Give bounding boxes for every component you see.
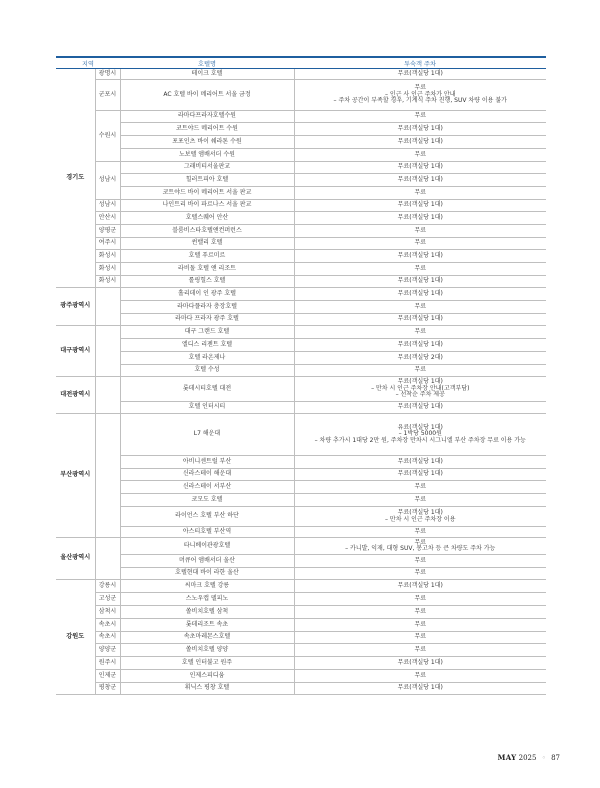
footer-page-number: 87 [551,754,560,762]
region-cell: 강원도 [56,580,95,695]
city-cell: 삼척시 [95,606,120,619]
hotel-name-cell: 호텔현대 바이 라한 울산 [120,568,294,580]
city-cell [95,414,120,538]
parking-info-cell [294,670,546,683]
parking-info-cell [294,69,546,80]
parking-info-line: 무료(객실당 1대) [397,175,443,183]
parking-info-cell [294,187,546,200]
parking-info-line: 무료 [414,645,427,653]
hotel-name-cell: 엘디스 리젠트 호텔 [120,339,294,352]
table-row [56,568,546,580]
parking-info-line: 무료(객실당 1대) [397,509,443,517]
parking-info-cell [294,238,546,250]
hotel-name-cell: 타니베이관광호텔 [120,538,294,555]
hotel-name-cell: 호텔스퀘어 안산 [120,212,294,225]
hotel-name-cell: 쏠비치호텔 양양 [120,644,294,657]
region-cell: 광주광역시 [56,288,95,326]
hotel-name-cell: 인제스피디움 [120,670,294,683]
parking-info-line: 무료(객실당 1대) [397,277,443,285]
region-cell: 대구광역시 [56,326,95,377]
city-cell: 고성군 [95,593,120,606]
table-row [56,644,546,657]
parking-info-line: 무료(객실당 1대) [397,201,443,209]
parking-info-cell [294,657,546,670]
table-row [56,314,546,326]
hotel-name-cell: 신라스테이 서부산 [120,481,294,494]
city-cell: 군포시 [95,80,120,111]
parking-info-line: 무료 [414,112,427,120]
parking-info-line: 무료 [414,633,427,641]
table-row [56,456,546,469]
parking-info-line: 무료(객실당 1대) [397,378,443,386]
parking-info-line: 무료 [414,302,427,310]
parking-info-line: 무료(객실당 1대) [397,251,443,259]
city-cell: 성남시 [95,162,120,200]
parking-info-cell [294,111,546,123]
parking-info-line: 무료(객실당 1대) [397,315,443,323]
table-row [56,632,546,644]
table-row [56,69,546,80]
table-row [56,111,546,123]
region-cell: 경기도 [56,69,95,288]
table-row [56,149,546,162]
parking-info-line: 무료(객실당 1대) [397,137,443,145]
parking-info-cell [294,402,546,414]
city-cell: 수원시 [95,111,120,162]
city-cell: 여주시 [95,238,120,250]
table-row [56,377,546,402]
city-cell: 강릉시 [95,580,120,593]
table-row [56,507,546,527]
parking-info-line: 무료(객실당 1대) [397,684,443,692]
parking-info-line: 무료 [414,556,427,564]
hotel-name-cell: 롤링힐스 호텔 [120,276,294,288]
parking-info-line: 무료 [414,495,427,503]
hotel-name-cell: 신라스테이 해운대 [120,469,294,481]
parking-info-line: 무료(객실당 2대) [397,353,443,361]
parking-info-line: 무료 [414,620,427,628]
parking-info-line: 무료(객실당 1대) [397,213,443,221]
parking-info-cell [294,555,546,568]
hotel-name-cell: 휘닉스 평창 호텔 [120,683,294,695]
header-region: 지역 [56,57,120,69]
parking-info-cell [294,352,546,365]
parking-info-cell [294,593,546,606]
table-row [56,619,546,632]
parking-info-line: 무료(객실당 1대) [397,163,443,171]
parking-info-line: 무료 [414,226,427,234]
parking-info-cell [294,632,546,644]
city-cell: 광명시 [95,69,120,80]
region-cell: 부산광역시 [56,414,95,538]
city-cell: 인제군 [95,670,120,683]
parking-info-cell [294,606,546,619]
hotel-name-cell: 라마다프라자호텔수원 [120,111,294,123]
table-row [56,494,546,507]
parking-info-line: 무료(객실당 1대) [397,658,443,666]
table-row [56,136,546,149]
header-hotel: 호텔명 [120,57,294,69]
city-cell: 화성시 [95,250,120,263]
parking-info-cell [294,538,546,555]
parking-info-line: 무료(객실당 1대) [397,69,443,77]
parking-info-cell [294,377,546,402]
hotel-name-cell: 호텔 인터불고 원주 [120,657,294,670]
hotel-name-cell: 호텔 라온제나 [120,352,294,365]
city-cell [95,288,120,326]
city-cell [95,538,120,580]
parking-info-cell [294,225,546,238]
table-row [56,200,546,212]
hotel-name-cell: 나인트리 바이 파르나스 서울 판교 [120,200,294,212]
table-row [56,365,546,377]
table-row [56,288,546,301]
hotel-name-cell: 씨마크 호텔 강릉 [120,580,294,593]
city-cell: 평창군 [95,683,120,695]
parking-info-line: 무료 [414,671,427,679]
table-row [56,555,546,568]
hotel-name-cell: 아스티호텔 부산역 [120,527,294,538]
footer-year: 2025 [518,754,537,762]
table-row [56,162,546,174]
table-row [56,123,546,136]
parking-info-cell [294,568,546,580]
table-row [56,657,546,670]
parking-info-line: 무료 [414,239,427,247]
parking-info-line: 무료 [414,327,427,335]
table-row [56,212,546,225]
parking-info-cell [294,326,546,339]
table-row [56,326,546,339]
parking-info-line: 무료 [414,264,427,272]
hotel-name-cell: 코트야드 메리어트 수원 [120,123,294,136]
footer-separator: ◦ [541,754,546,762]
table-row [56,580,546,593]
city-cell: 양평군 [95,225,120,238]
parking-info-cell [294,469,546,481]
parking-info-cell [294,456,546,469]
table-row [56,174,546,187]
city-cell: 속초시 [95,619,120,632]
table-row [56,538,546,555]
parking-info-cell [294,149,546,162]
parking-info-cell [294,276,546,288]
hotel-name-cell: 코트야드 바이 메리어트 서울 판교 [120,187,294,200]
parking-info-line: – 만차 시 인근 주차장 안내(고객부담) [371,384,470,392]
parking-info-line: – 만차 시 인근 주차장 이용 [385,515,456,523]
hotel-parking-table [56,56,546,695]
table-row [56,670,546,683]
city-cell [95,377,120,414]
parking-info-cell [294,250,546,263]
city-cell: 속초시 [95,632,120,644]
hotel-name-cell: AC 호텔 바이 메리어트 서울 금정 [120,80,294,111]
parking-info-line: 무료(객실당 1대) [397,457,443,465]
table-row [56,80,546,111]
parking-info-line: 무료 [414,84,427,92]
city-cell: 화성시 [95,263,120,276]
parking-info-line: – 인근 사 인근 주차가 안내 [385,90,456,98]
hotel-name-cell: 라비돌 호텔 앤 리조트 [120,263,294,276]
hotel-name-cell: 호텔 인터시티 [120,402,294,414]
table-row [56,527,546,538]
hotel-name-cell: 아비니센트럴 부산 [120,456,294,469]
hotel-name-cell: 홀리데이 인 광주 호텔 [120,288,294,301]
table-row [56,238,546,250]
parking-info-cell [294,527,546,538]
parking-info-cell [294,80,546,111]
hotel-name-cell: 라마다 프라자 광주 호텔 [120,314,294,326]
table-row [56,469,546,481]
parking-info-line: 무료 [414,569,427,577]
parking-info-line: 무료(객실당 1대) [397,470,443,478]
hotel-name-cell: 포포인츠 바이 쉐라톤 수원 [120,136,294,149]
parking-info-cell [294,212,546,225]
table-row [56,606,546,619]
parking-info-line: 무료 [414,482,427,490]
city-cell [95,326,120,377]
hotel-name-cell: 롯데시티호텔 대전 [120,377,294,402]
parking-info-cell [294,174,546,187]
city-cell: 화성시 [95,276,120,288]
table-row [56,263,546,276]
parking-info-line: 무료 [414,188,427,196]
parking-info-line: – 카니발, 익재, 대형 SUV, 봉고차 등 큰 차량도 주차 가능 [345,545,496,552]
parking-info-cell [294,481,546,494]
parking-info-line: – 1박당 5000원 [398,430,442,438]
table-row [56,593,546,606]
region-cell: 대전광역시 [56,377,95,414]
table-row [56,276,546,288]
parking-info-cell [294,507,546,527]
city-cell: 성남시 [95,200,120,212]
parking-info-cell [294,580,546,593]
table-row [56,683,546,695]
parking-info-cell [294,683,546,695]
hotel-name-cell: 노보텔 앰배서더 수원 [120,149,294,162]
table-row [56,187,546,200]
hotel-name-cell: 그래비티서울판교 [120,162,294,174]
parking-info-line: 무료(객실당 1대) [397,124,443,132]
parking-info-cell [294,301,546,314]
hotel-name-cell: 힐러트피아 호텔 [120,174,294,187]
parking-info-line: 무료(객실당 1대) [397,289,443,297]
page-footer [0,753,560,762]
parking-info-line: 무료 [414,527,427,535]
hotel-name-cell: 호텔 수성 [120,365,294,377]
parking-info-cell [294,200,546,212]
parking-info-cell [294,123,546,136]
table-body [56,69,546,695]
table-row [56,481,546,494]
city-cell: 안산시 [95,212,120,225]
parking-info-cell [294,619,546,632]
table-row [56,414,546,456]
table-row [56,225,546,238]
parking-info-cell [294,288,546,301]
header-parking: 투숙객 주차 [294,57,546,69]
parking-info-line: 무료 [414,594,427,602]
region-cell: 울산광역시 [56,538,95,580]
parking-info-cell [294,136,546,149]
parking-info-cell [294,162,546,174]
city-cell: 양양군 [95,644,120,657]
hotel-name-cell: 대구 그랜드 호텔 [120,326,294,339]
hotel-name-cell: 코모도 호텔 [120,494,294,507]
parking-info-line: 무료 [414,366,427,374]
parking-info-cell [294,414,546,456]
city-cell: 원주시 [95,657,120,670]
hotel-name-cell: 쏠비치호텔 삼척 [120,606,294,619]
parking-info-cell [294,644,546,657]
parking-info-line: – 선착순 주차 제공 [395,391,445,399]
table-row [56,250,546,263]
parking-info-line: 무료 [414,538,427,546]
parking-info-line: 무료(객실당 1대) [397,581,443,589]
table-row [56,402,546,414]
parking-info-line: 무료(객실당 1대) [397,403,443,411]
parking-info-line: – 주차 공간이 부족할 경우, 기계식 주차 진행, SUV 차량 이용 불가 [333,97,507,105]
hotel-name-cell: L7 해운대 [120,414,294,456]
hotel-name-cell: 블룸비스타호텔앤컨퍼런스 [120,225,294,238]
hotel-name-cell: 머큐어 앰배서더 울산 [120,555,294,568]
parking-info-cell [294,263,546,276]
parking-info-cell [294,494,546,507]
parking-info-line: 무료 [414,607,427,615]
hotel-name-cell: 스노우캡 델피노 [120,593,294,606]
table-header-row [56,57,546,69]
hotel-name-cell: 라마다플라자 충장호텔 [120,301,294,314]
parking-info-line: – 차량 추가시 1대당 2만 원, 주차장 만차시 시그니엘 부산 주차장 무료 이용 가능 [314,436,526,444]
footer-month: MAY [497,753,517,762]
hotel-name-cell: 호텔 푸르미르 [120,250,294,263]
parking-info-cell [294,365,546,377]
hotel-name-cell: 롯데리조트 속초 [120,619,294,632]
table-row [56,339,546,352]
hotel-name-cell: 테이크 호텔 [120,69,294,80]
hotel-name-cell: 속초마레몬스호텔 [120,632,294,644]
parking-info-line: 무료(객실당 1대) [397,340,443,348]
hotel-name-cell: 라이언스 호텔 부산 하단 [120,507,294,527]
parking-info-cell [294,339,546,352]
parking-info-cell [294,314,546,326]
table-row [56,301,546,314]
hotel-name-cell: 썬밸리 호텔 [120,238,294,250]
parking-info-line: 무료 [414,150,427,158]
parking-info-line: 유료(객실당 1대) [397,423,443,431]
table-row [56,352,546,365]
